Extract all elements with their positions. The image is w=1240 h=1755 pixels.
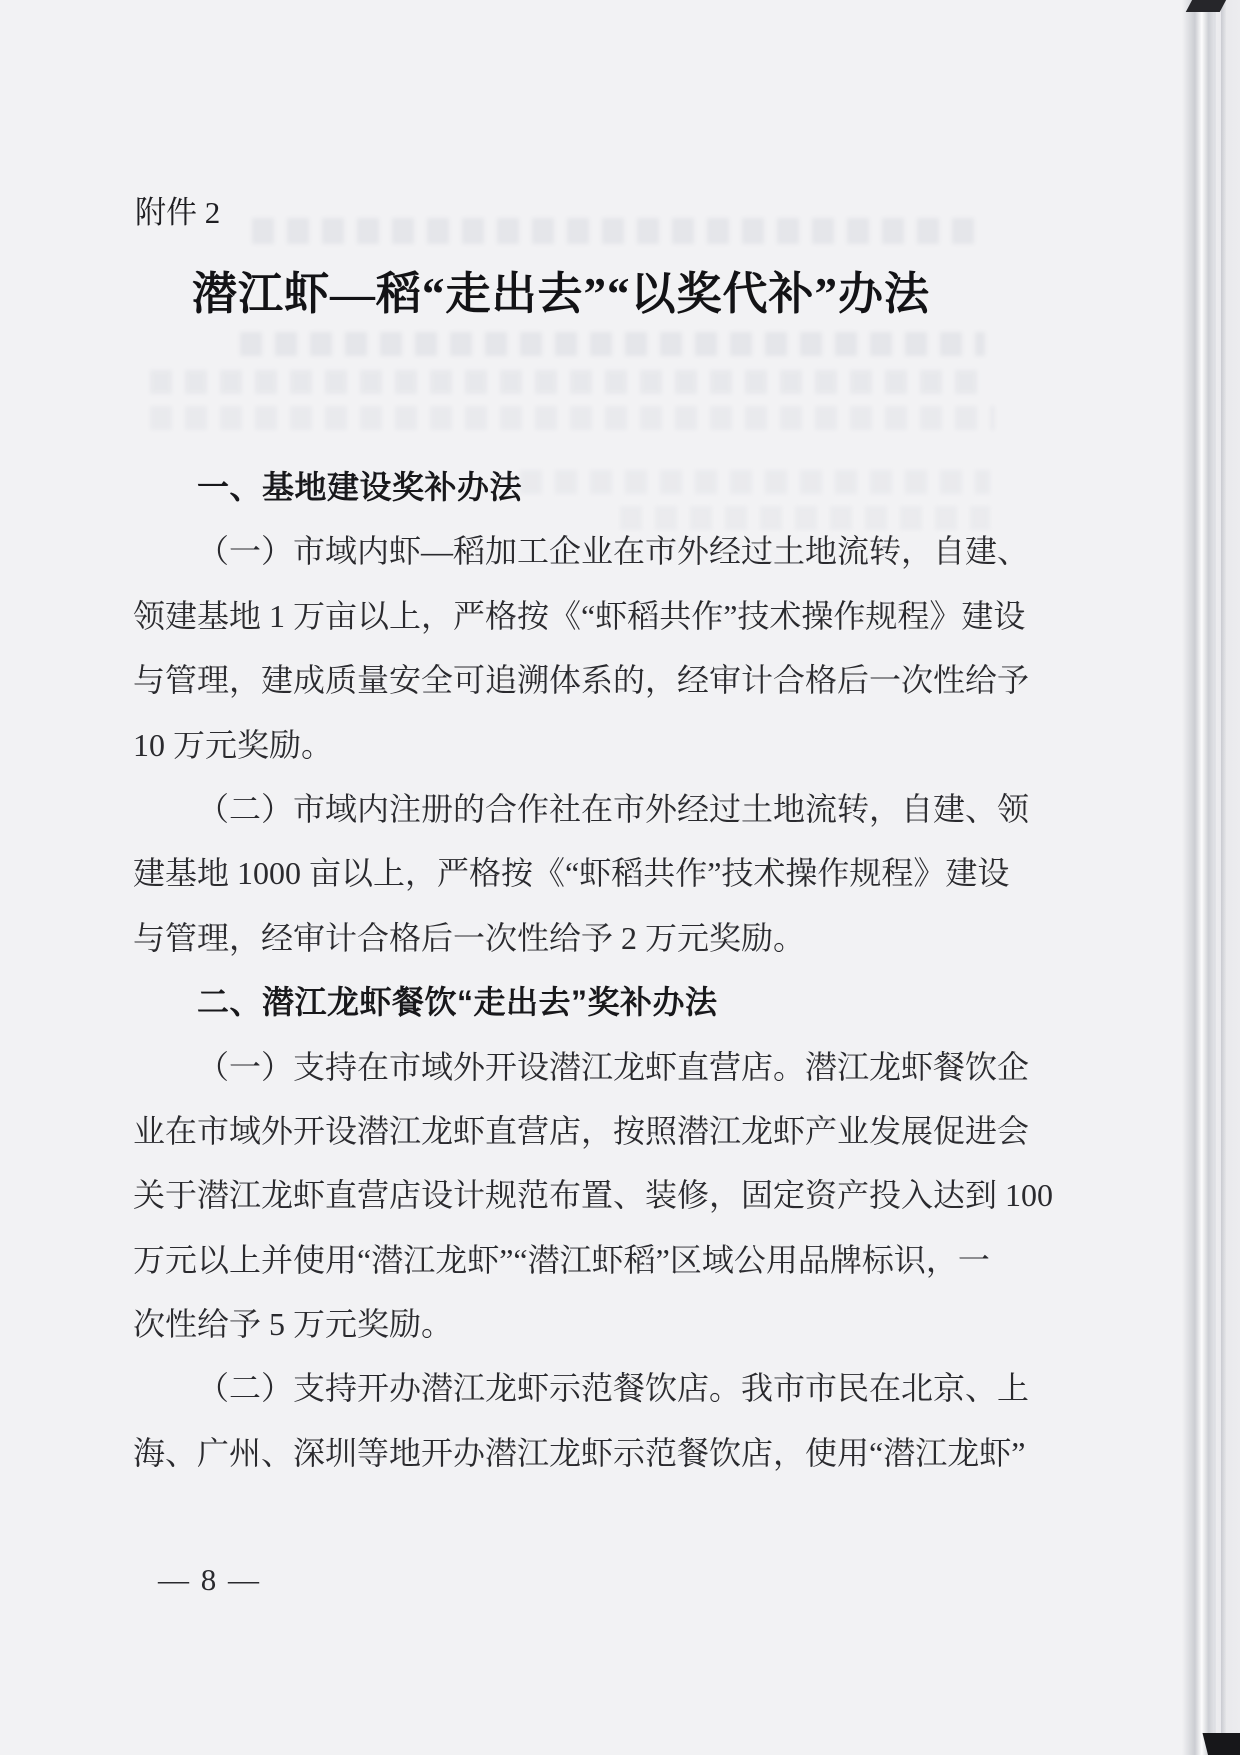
body-line: 建基地 1000 亩以上，严格按《“虾稻共作”技术操作规程》建设 <box>133 855 1010 892</box>
bleedthrough-artifact <box>240 332 985 356</box>
body-line: 与管理，建成质量安全可追溯体系的，经审计合格后一次性给予 <box>133 662 1030 699</box>
body-line: （二）支持开办潜江龙虾示范餐饮店。我市市民在北京、上 <box>197 1370 1030 1407</box>
bleedthrough-artifact <box>150 370 990 394</box>
bleedthrough-artifact <box>150 406 995 430</box>
body-line: （二）市域内注册的合作社在市外经过土地流转，自建、领 <box>197 790 1030 827</box>
page-edge-line <box>1221 0 1226 1755</box>
body-line: 次性给予 5 万元奖励。 <box>133 1306 454 1343</box>
body-line: 10 万元奖励。 <box>133 726 334 763</box>
document-title: 潜江虾—稻“走出去”“以奖代补”办法 <box>191 269 930 319</box>
page-number: — 8 — <box>158 1562 261 1597</box>
body-line: 万元以上并使用“潜江龙虾”“潜江虾稻”区域公用品牌标识，一 <box>133 1241 990 1278</box>
page-edge-shadow <box>1182 0 1216 1755</box>
body-line: 领建基地 1 万亩以上，严格按《“虾稻共作”技术操作规程》建设 <box>133 597 1026 634</box>
attachment-label: 附件 2 <box>135 195 221 230</box>
body-line: 与管理，经审计合格后一次性给予 2 万元奖励。 <box>133 919 806 956</box>
document-body <box>133 455 1054 1485</box>
section-heading: 二、潜江龙虾餐饮“走出去”奖补办法 <box>197 984 718 1021</box>
body-line: 关于潜江龙虾直营店设计规范布置、装修，固定资产投入达到 100 <box>133 1177 1054 1214</box>
corner-artifact-bottom-right <box>1203 1733 1240 1755</box>
bleedthrough-artifact <box>252 218 982 244</box>
body-line: （一）市域内虾—稻加工企业在市外经过土地流转，自建、 <box>197 533 1030 570</box>
body-line: 海、广州、深圳等地开办潜江龙虾示范餐饮店，使用“潜江龙虾” <box>133 1434 1026 1471</box>
page-edge-strip <box>1214 0 1240 1755</box>
body-line: （一）支持在市域外开设潜江龙虾直营店。潜江龙虾餐饮企 <box>197 1048 1030 1085</box>
body-line: 业在市域外开设潜江龙虾直营店，按照潜江龙虾产业发展促进会 <box>133 1112 1030 1149</box>
section-heading: 一、基地建设奖补办法 <box>197 469 523 505</box>
